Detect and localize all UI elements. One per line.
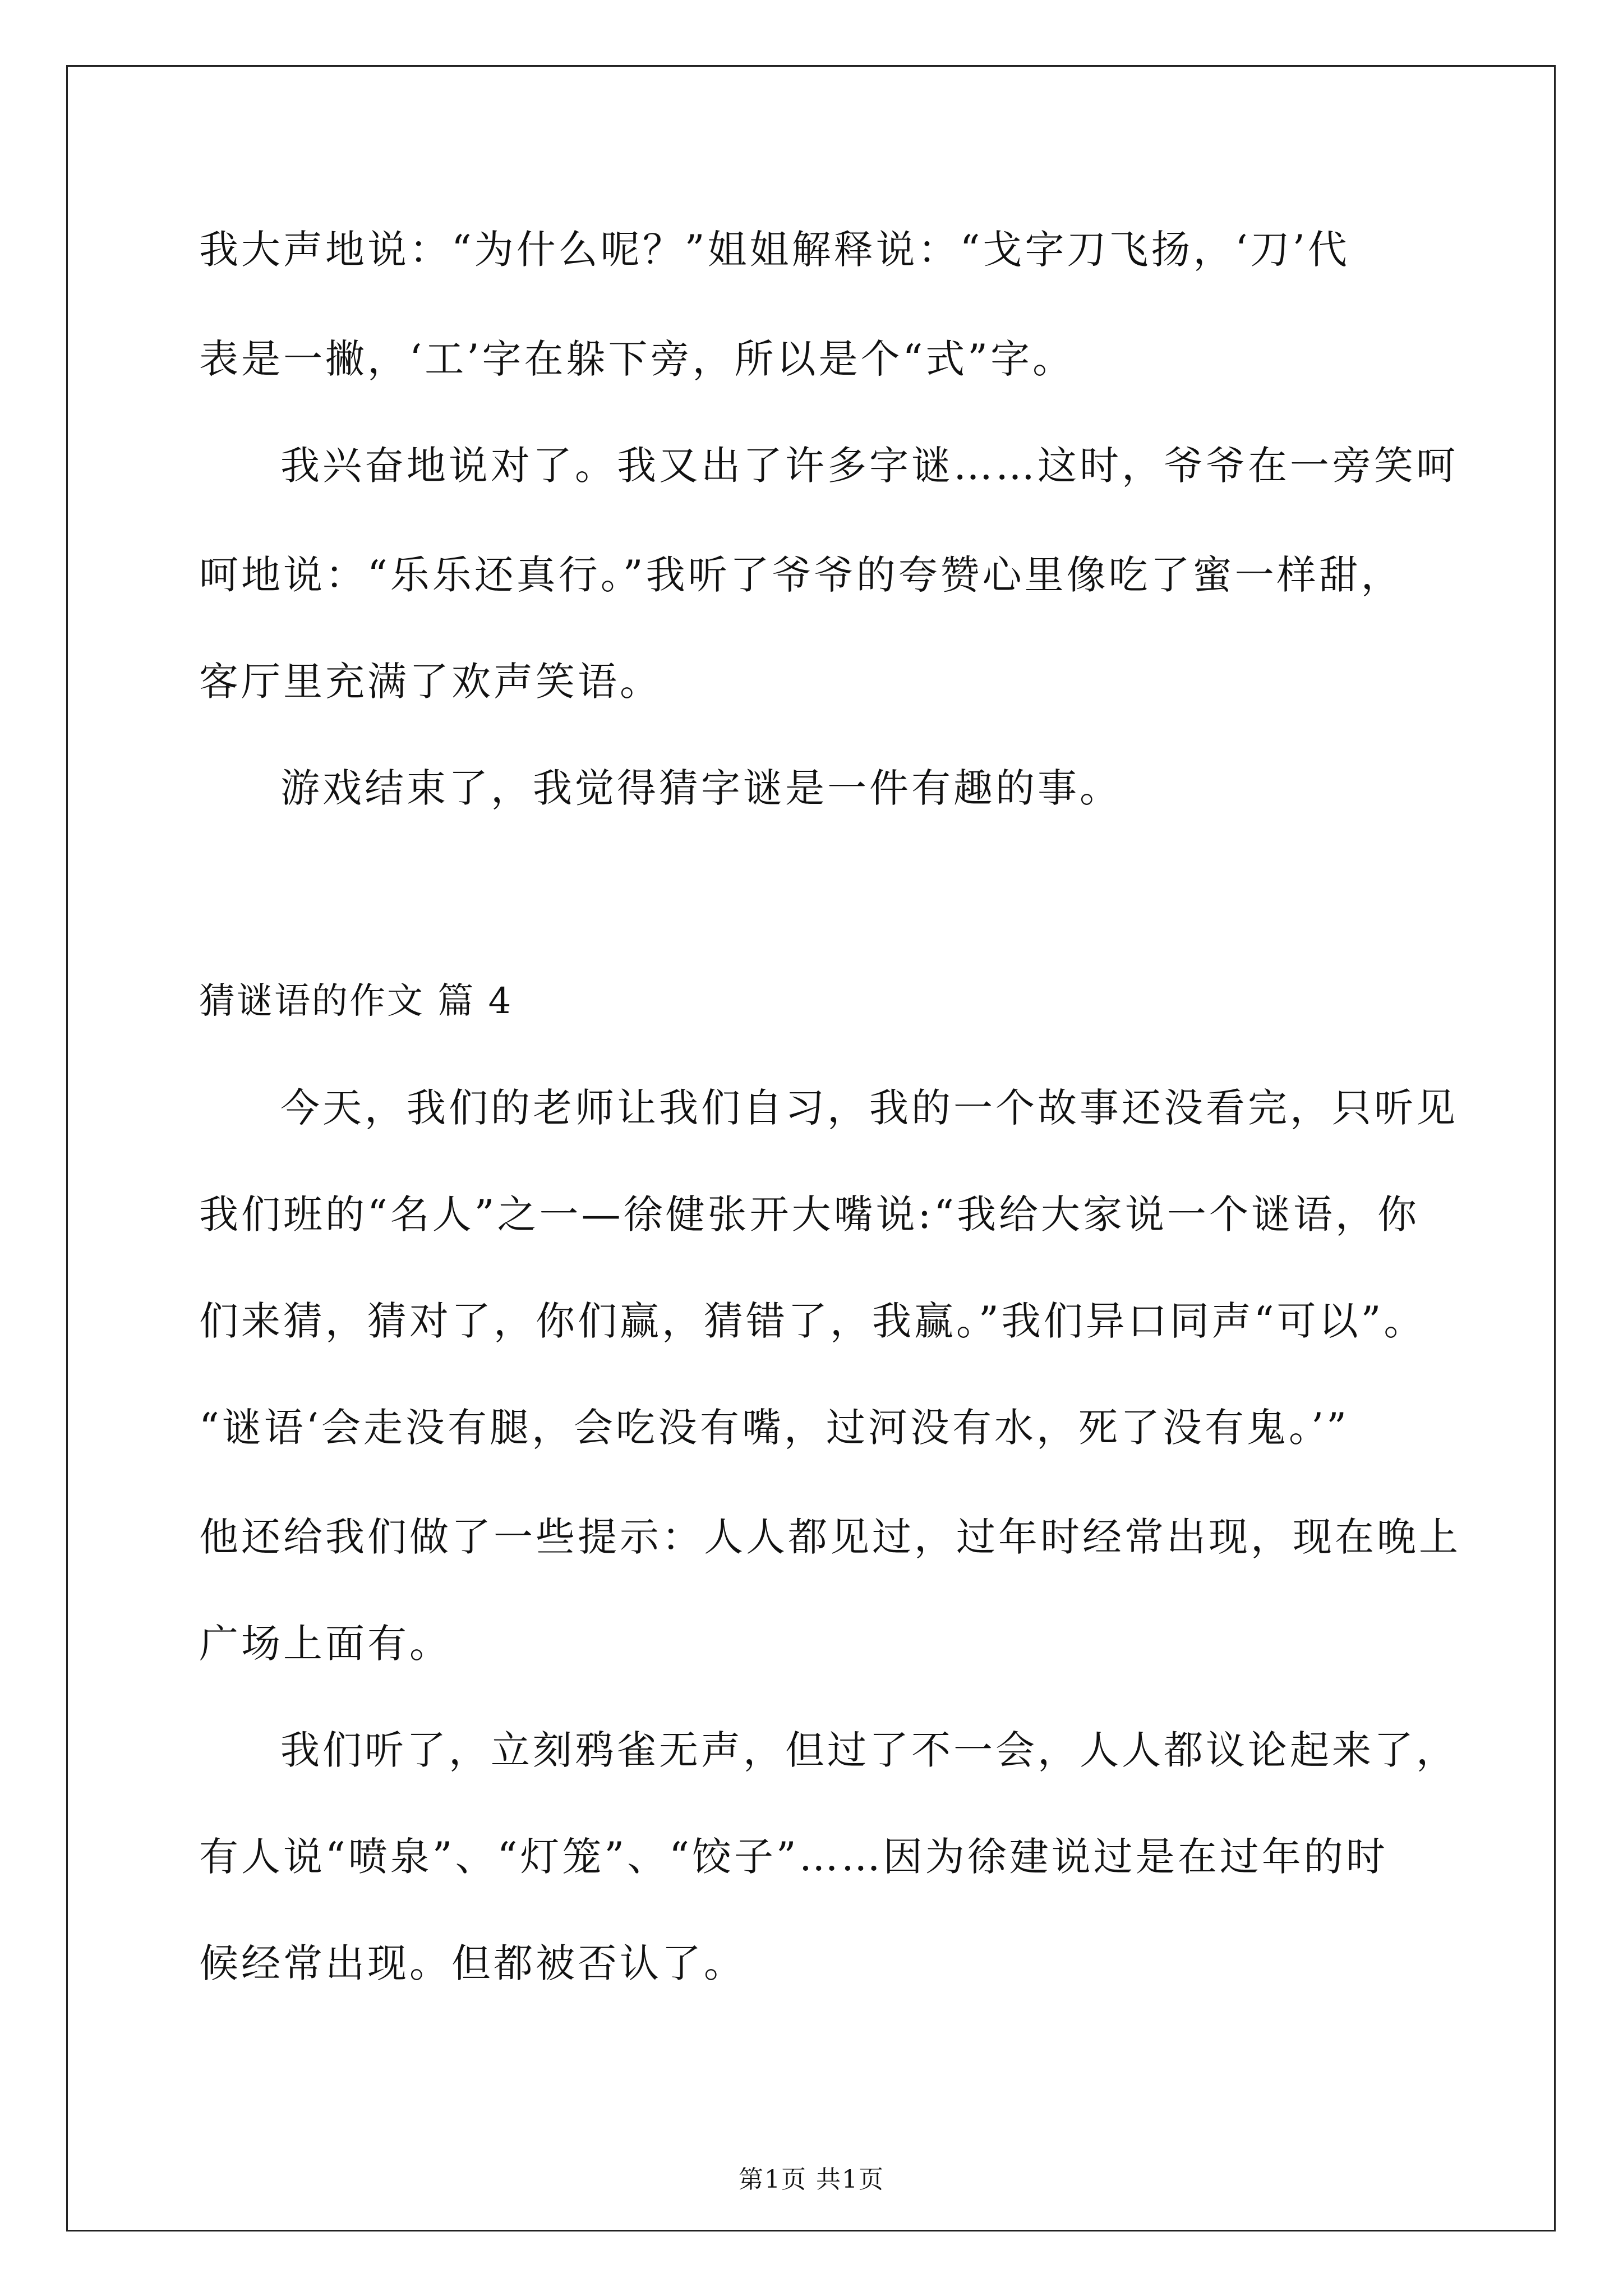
section-paragraph-1-line-6: 广场上面有。: [199, 1621, 451, 1667]
paragraph-2-line-3: 客厅里充满了欢声笑语。: [199, 659, 662, 705]
section-heading: 猜谜语的作文 篇 4: [199, 981, 513, 1022]
page-border: [66, 65, 1556, 2231]
page-footer: 第1页 共1页: [739, 2165, 884, 2194]
section-paragraph-2-line-3: 候经常出现。但都被否认了。: [199, 1940, 746, 1986]
section-paragraph-1-line-3: 们来猜，猜对了，你们赢，猜错了，我赢。”我们异口同声“可以”。: [199, 1298, 1426, 1344]
section-paragraph-1-line-1: 今天，我们的老师让我们自习，我的一个故事还没看完，只听见: [280, 1085, 1458, 1131]
section-paragraph-1-line-2: 我们班的“名人”之一—徐健张开大嘴说:“我给大家说一个谜语，你: [199, 1191, 1419, 1237]
paragraph-3-line-1: 游戏结束了，我觉得猜字谜是一件有趣的事。: [280, 765, 1122, 811]
section-paragraph-2-line-1: 我们听了，立刻鸦雀无声，但过了不一会，人人都议论起来了，: [280, 1727, 1458, 1773]
section-paragraph-1-line-5: 他还给我们做了一些提示：人人都见过，过年时经常出现，现在晚上: [199, 1514, 1461, 1560]
paragraph-1-line-2: 表是一撇，‘工’字在躲下旁，所以是个“式”字。: [199, 336, 1075, 382]
section-paragraph-2-line-2: 有人说“喷泉”、“灯笼”、“饺子”……因为徐建说过是在过年的时: [199, 1834, 1388, 1880]
section-paragraph-1-line-4: “谜语‘会走没有腿，会吃没有嘴，过河没有水，死了没有鬼。’”: [199, 1405, 1350, 1451]
paragraph-1-line-1: 我大声地说：“为什么呢？”姐姐解释说：“戈字刀飞扬，‘刀’代: [199, 227, 1350, 273]
paragraph-2-line-1: 我兴奋地说对了。我又出了许多字谜……这时，爷爷在一旁笑呵: [280, 443, 1458, 489]
paragraph-2-line-2: 呵地说：“乐乐还真行。”我听了爷爷的夸赞心里像吃了蜜一样甜，: [199, 552, 1403, 598]
